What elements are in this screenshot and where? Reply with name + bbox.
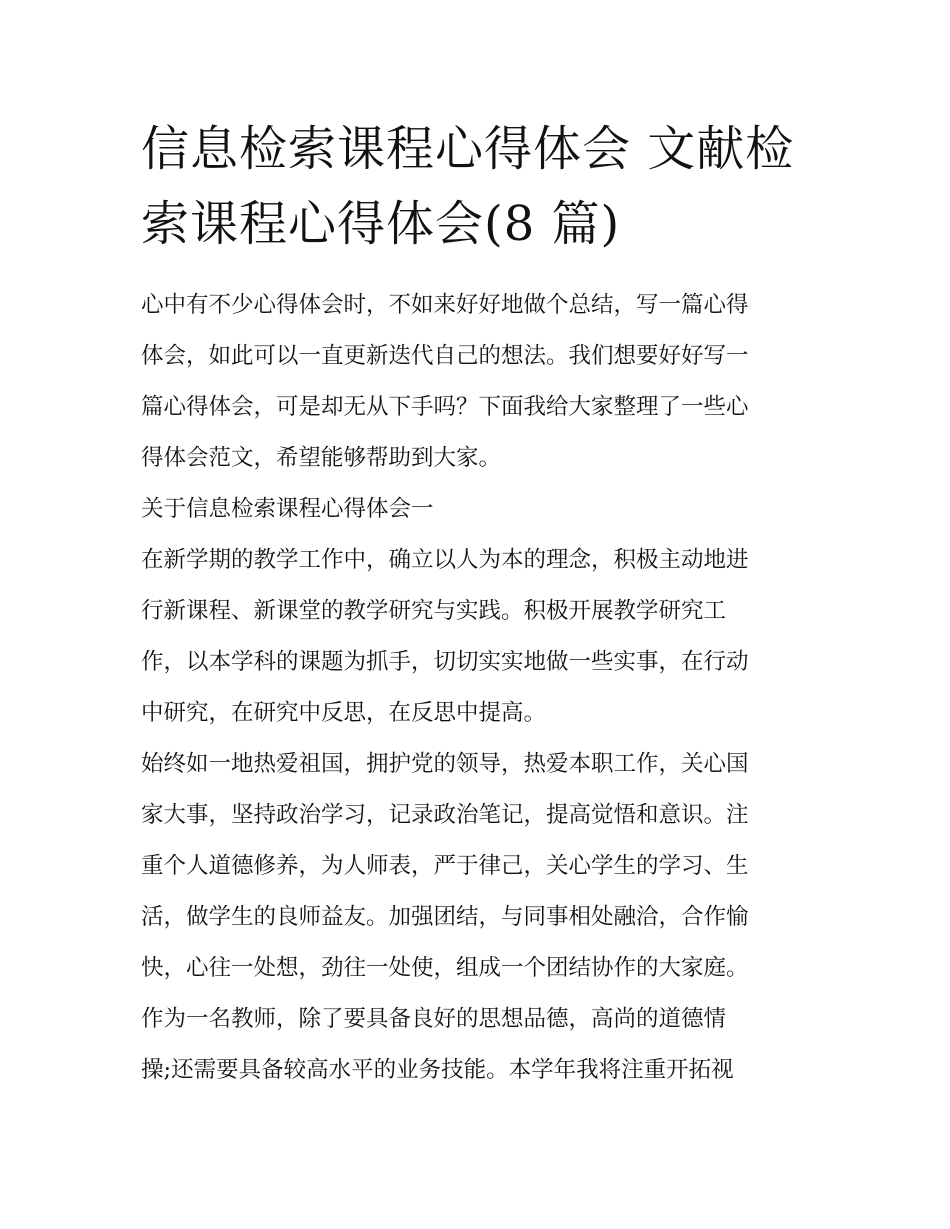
section-heading: 关于信息检索课程心得体会一 (141, 496, 434, 522)
paragraph-2-line-5: 快，心往一处想，劲往一处使，组成一个团结协作的大家庭。 (141, 955, 749, 981)
paragraph-2-line-3: 重个人道德修养，为人师表，严于律己，关心学生的学习、生 (141, 853, 749, 879)
document-title (141, 112, 813, 262)
paragraph-2-line-4: 活，做学生的良师益友。加强团结，与同事相处融洽，合作愉 (141, 904, 749, 930)
paragraph-1-line-2: 行新课程、新课堂的教学研究与实践。积极开展教学研究工 (141, 598, 727, 624)
paragraph-2-line-1: 始终如一地热爱祖国，拥护党的领导，热爱本职工作，关心国 (141, 751, 749, 777)
intro-line-1: 心中有不少心得体会时，不如来好好地做个总结，写一篇心得 (141, 292, 749, 318)
document-page (141, 112, 813, 1096)
intro-line-3: 篇心得体会，可是却无从下手吗？下面我给大家整理了一些心 (141, 394, 749, 420)
paragraph-1-line-3: 作，以本学科的课题为抓手，切切实实地做一些实事，在行动 (141, 649, 749, 675)
document-body (141, 280, 813, 1096)
intro-line-2: 体会，如此可以一直更新迭代自己的想法。我们想要好好写一 (141, 343, 749, 369)
title-line-2: 索课程心得体会(8 篇) (141, 196, 621, 252)
intro-line-4: 得体会范文，希望能够帮助到大家。 (141, 445, 502, 471)
paragraph-2-line-2: 家大事，坚持政治学习，记录政治笔记，提高觉悟和意识。注 (141, 802, 749, 828)
paragraph-3-line-2: 操;还需要具备较高水平的业务技能。本学年我将注重开拓视 (141, 1057, 734, 1083)
title-line-1: 信息检索课程心得体会 文献检 (141, 121, 795, 177)
paragraph-1-line-1: 在新学期的教学工作中，确立以人为本的理念，积极主动地进 (141, 547, 749, 573)
paragraph-3-line-1: 作为一名教师，除了要具备良好的思想品德，高尚的道德情 (141, 1006, 727, 1032)
paragraph-1-line-4: 中研究，在研究中反思，在反思中提高。 (141, 700, 547, 726)
